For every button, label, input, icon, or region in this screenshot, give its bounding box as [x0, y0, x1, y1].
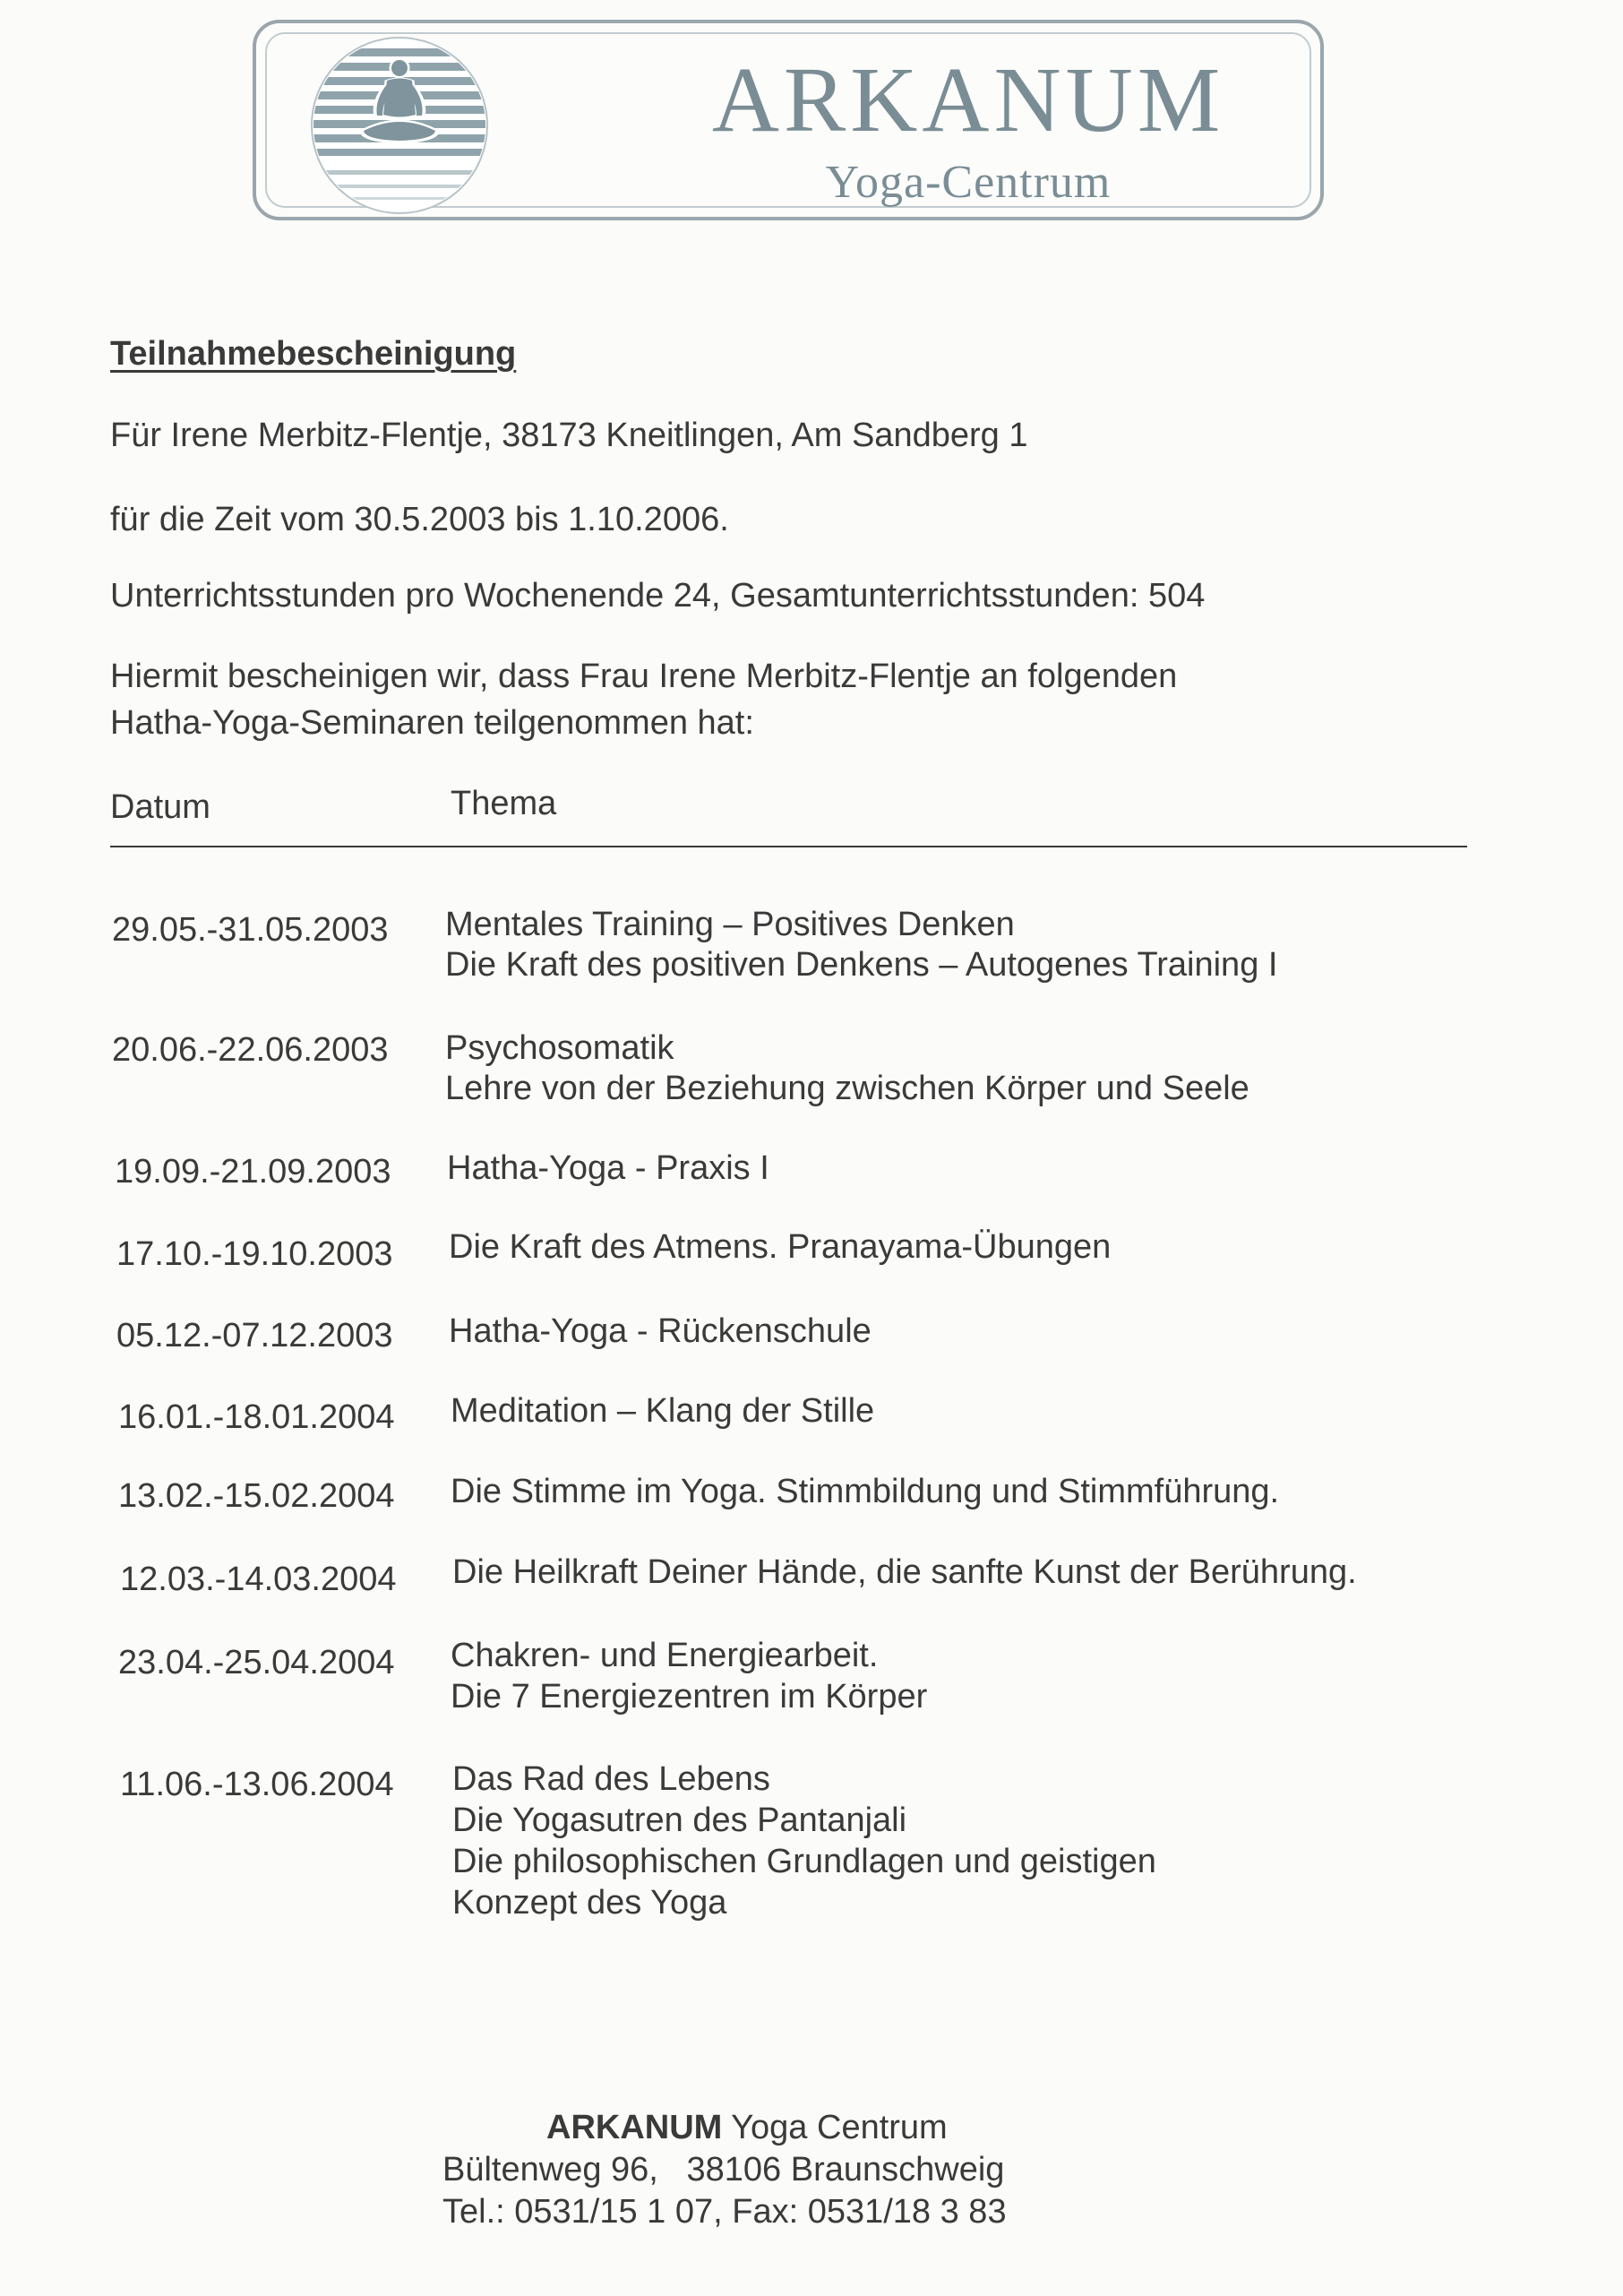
row-date: 05.12.-07.12.2003: [116, 1317, 393, 1354]
row-topic: [452, 1552, 1357, 1593]
row-date: 16.01.-18.01.2004: [118, 1398, 395, 1436]
footer-address-block: [442, 2107, 1007, 2233]
yoga-meditation-logo-icon: [292, 27, 507, 224]
row-topic-line: Meditation – Klang der Stille: [451, 1392, 875, 1430]
row-date: 29.05.-31.05.2003: [112, 911, 389, 949]
row-topic-line: Hatha-Yoga - Rückenschule: [449, 1312, 872, 1350]
row-topic: [445, 905, 1277, 985]
row-topic: [451, 1636, 927, 1718]
row-date: 11.06.-13.06.2004: [120, 1766, 394, 1803]
row-date: 13.02.-15.02.2004: [118, 1477, 395, 1515]
row-date: 17.10.-19.10.2003: [116, 1235, 393, 1273]
row-topic-line: Die Kraft des positiven Denkens – Autogenes Training I: [445, 946, 1278, 984]
statement-line-1: Hiermit bescheinigen wir, dass Frau Irene Merbitz-Flentje an folgenden: [110, 658, 1178, 695]
row-topic: [452, 1759, 1156, 1924]
row-topic-line: Das Rad des Lebens: [452, 1760, 770, 1798]
statement-line-2: Hatha-Yoga-Seminaren teilgenommen hat:: [110, 704, 754, 742]
row-topic-line: Mentales Training – Positives Denken: [445, 906, 1015, 943]
row-topic: [445, 1028, 1249, 1109]
row-topic-line: Chakren- und Energiearbeit.: [451, 1637, 879, 1674]
footer-brand-rest: Yoga Centrum: [722, 2109, 948, 2146]
row-topic-line: Hatha-Yoga - Praxis I: [447, 1149, 769, 1187]
brand-subtitle: Yoga-Centrum: [825, 157, 1112, 208]
recipient-line: Für Irene Merbitz-Flentje, 38173 Kneitlingen, Am Sandberg 1: [110, 417, 1028, 454]
footer-brand: ARKANUM: [546, 2109, 723, 2146]
letterhead: [253, 20, 1324, 220]
brand-name: ARKANUM: [711, 48, 1225, 151]
row-topic-line: Die Stimme im Yoga. Stimmbildung und Stimmführung.: [451, 1473, 1280, 1510]
row-topic: [451, 1472, 1279, 1512]
document-title: Teilnahmebescheinigung: [110, 335, 517, 373]
footer-address: Bültenweg 96, 38106 Braunschweig: [442, 2151, 1005, 2189]
row-date: 23.04.-25.04.2004: [118, 1644, 395, 1681]
row-topic-line: Konzept des Yoga: [452, 1884, 727, 1922]
row-topic: [451, 1391, 874, 1432]
column-header-date: Datum: [110, 788, 210, 826]
footer-contact: Tel.: 0531/15 1 07, Fax: 0531/18 3 83: [442, 2193, 1007, 2232]
footer-brand-line: [442, 2107, 1007, 2149]
row-date: 12.03.-14.03.2004: [120, 1561, 397, 1598]
table-divider: [110, 846, 1467, 847]
period-line: für die Zeit vom 30.5.2003 bis 1.10.2006.: [110, 501, 729, 538]
column-header-topic: Thema: [451, 785, 557, 822]
row-topic-line: Die Heilkraft Deiner Hände, die sanfte Kunst der Berührung.: [452, 1553, 1357, 1591]
row-topic: [447, 1148, 769, 1189]
row-topic-line: Die Yogasutren des Pantanjali: [452, 1802, 907, 1839]
row-topic-line: Die philosophischen Grundlagen und geistigen: [452, 1843, 1156, 1880]
row-topic-line: Lehre von der Beziehung zwischen Körper und Seele: [445, 1070, 1249, 1107]
row-date: 19.09.-21.09.2003: [115, 1153, 391, 1191]
row-topic-line: Die 7 Energiezentren im Körper: [451, 1678, 928, 1716]
row-topic-line: Die Kraft des Atmens. Pranayama-Übungen: [449, 1228, 1112, 1266]
row-topic-line: Psychosomatik: [445, 1029, 674, 1067]
hours-line: Unterrichtsstunden pro Wochenende 24, Gesamtunterrichtsstunden: 504: [110, 577, 1206, 615]
row-topic: [449, 1227, 1111, 1268]
row-date: 20.06.-22.06.2003: [112, 1031, 389, 1069]
row-topic: [449, 1311, 872, 1352]
